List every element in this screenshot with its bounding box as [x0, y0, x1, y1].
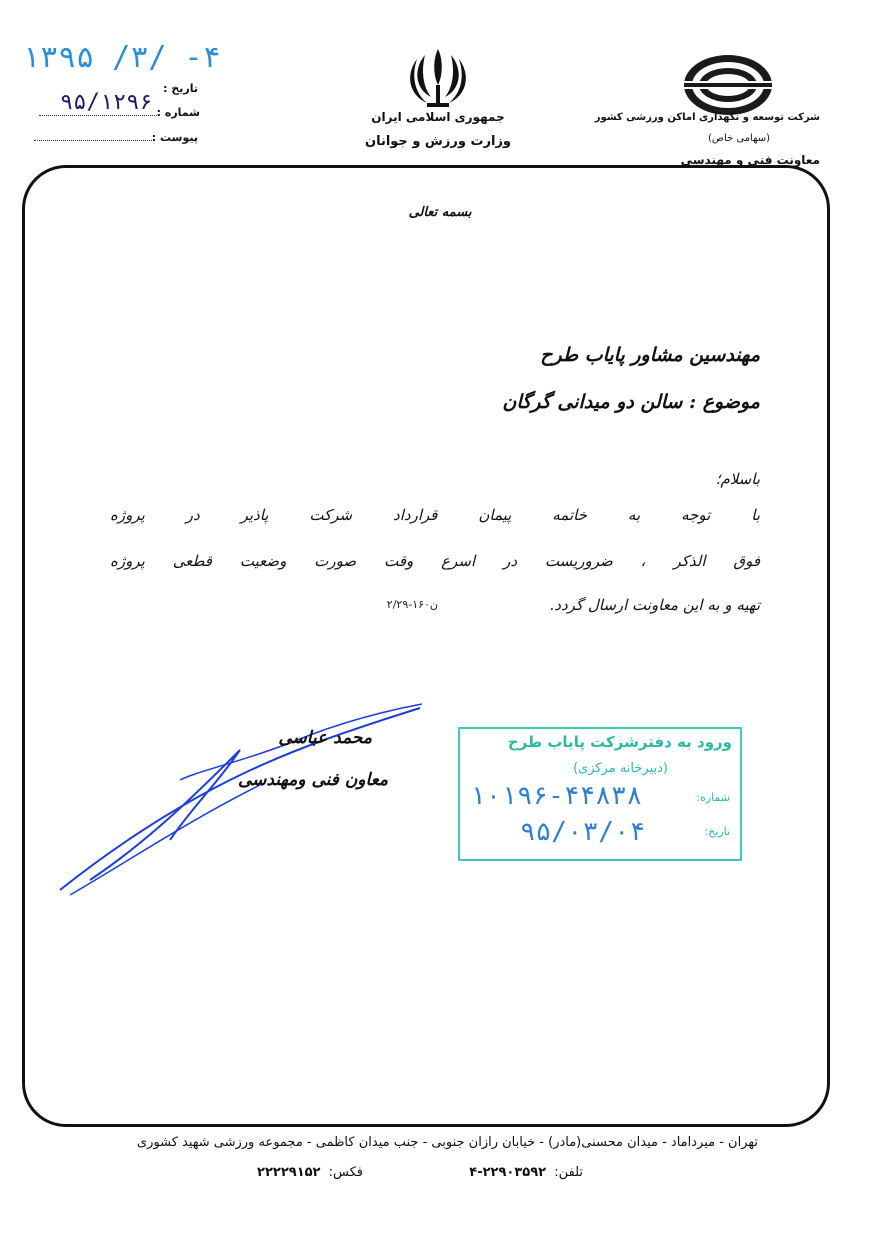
country-name: جمهوری اسلامی ایران [371, 110, 505, 124]
company-type: (سهامی خاص) [707, 133, 770, 144]
stamp-date: ۹۵/۰۳/۰۴ [520, 817, 646, 847]
footer-phone [469, 1165, 583, 1180]
receipt-stamp [458, 727, 742, 861]
date-field [163, 82, 198, 95]
company-name: شرکت توسعه و نگهداری اماکن ورزشی کشور [594, 112, 820, 123]
handwritten-annotation: ۲/۲۹-۱۶۰ن [386, 598, 438, 611]
fax-value: ۲۲۲۲۹۱۵۲ [257, 1165, 321, 1180]
company-department: معاونت فنی و مهندسی [680, 153, 820, 167]
phone-label: تلفن: [554, 1165, 583, 1180]
ministry-name: وزارت ورزش و جوانان [364, 134, 512, 149]
subject: موضوع : سالن دو میدانی گرگان [502, 391, 760, 413]
number-label: شماره : [156, 106, 200, 119]
invocation: بسمه تعالی [408, 205, 472, 220]
phone-value: ۲۲۹۰۳۵۹۲-۴ [469, 1165, 547, 1180]
stamp-number: ۱۰۱۹۶-۴۴۸۳۸ [470, 781, 643, 811]
stamp-date-label: تاریخ: [704, 825, 730, 838]
body-line-2: فوق الذکر ، ضروریست در اسرع وقت صورت وضعیت قطعی پروژه [110, 552, 760, 570]
signatory-title: معاون فنی ومهندسی [237, 770, 388, 790]
footer-address: تهران - میرداماد - میدان محسنی(مادر) - خیابان رازان جنوبی - جنب میدان کاظمی - مجموعه ورزشی شهید کشوری [136, 1135, 758, 1150]
signature-scribble-icon [50, 690, 440, 900]
company-logo-icon [682, 52, 774, 118]
letter-frame [22, 165, 830, 1127]
signatory-name: محمد عباسی [278, 728, 372, 748]
greeting: باسلام؛ [715, 470, 760, 488]
handwritten-date: ۱۳۹۵ /۳/ -۴ [22, 40, 221, 75]
national-emblem-icon [405, 45, 471, 111]
footer-fax [257, 1165, 363, 1180]
fax-label: فکس: [328, 1165, 363, 1180]
recipient: مهندسین مشاور پایاب طرح [540, 344, 760, 366]
attachment-field [30, 131, 198, 144]
stamp-subtitle: (دبیرخانه مرکزی) [572, 761, 668, 776]
attachment-label: پیوست : [151, 131, 198, 144]
handwritten-number: ۹۵/۱۲۹۶ [60, 90, 153, 115]
stamp-number-label: شماره: [696, 791, 730, 804]
date-label: تاریخ : [163, 82, 198, 95]
body-line-3: تهیه و به این معاونت ارسال گردد. [549, 596, 760, 614]
body-line-1: با توجه به خاتمه پیمان قرارداد شرکت پاذیر در پروژه [110, 506, 760, 524]
stamp-title: ورود به دفترشرکت پایاب طرح [507, 733, 732, 751]
